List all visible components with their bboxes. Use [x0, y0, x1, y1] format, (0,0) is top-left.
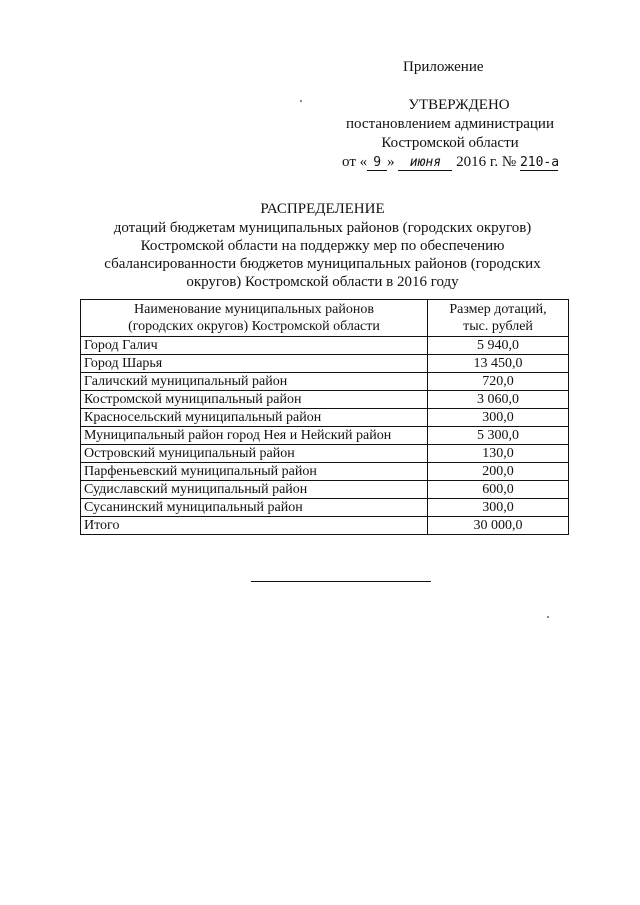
document-title: РАСПРЕДЕЛЕНИЕ: [260, 201, 385, 217]
row-value: 130,0: [428, 445, 569, 463]
row-name: Судиславский муниципальный район: [81, 481, 428, 499]
table-row: [81, 427, 569, 445]
row-value: 5 300,0: [428, 427, 569, 445]
order-year: 2016 г. №: [456, 154, 517, 170]
total-value: 30 000,0: [428, 517, 569, 535]
heading-line-3: сбалансированности бюджетов муниципальных районов (городских: [104, 256, 541, 272]
row-value: 600,0: [428, 481, 569, 499]
order-day: 9: [367, 156, 387, 171]
table-row: [81, 481, 569, 499]
table-row: [81, 499, 569, 517]
order-prefix: от «: [342, 154, 368, 170]
heading-line-1: дотаций бюджетам муниципальных районов (городских округов): [113, 220, 532, 236]
table-total-row: [81, 517, 569, 535]
approval-line-2: Костромской области: [381, 135, 519, 151]
heading-line-4: округов) Костромской области в 2016 году: [186, 274, 459, 290]
table-row: [81, 463, 569, 481]
total-label: Итого: [81, 517, 428, 535]
appendix-label: Приложение: [403, 59, 484, 75]
row-value: 200,0: [428, 463, 569, 481]
table-row: [81, 355, 569, 373]
order-number: 210-а: [519, 155, 560, 170]
row-name: Парфеньевский муниципальный район: [81, 463, 428, 481]
order-month: июня: [398, 156, 452, 171]
header-value-cell: [428, 300, 569, 337]
row-name: Костромской муниципальный район: [81, 391, 428, 409]
closing-rule: [251, 581, 431, 582]
approval-title: УТВЕРЖДЕНО: [408, 97, 510, 113]
heading-line-2: Костромской области на поддержку мер по обеспечению: [140, 238, 505, 254]
row-value: 720,0: [428, 373, 569, 391]
scan-speck: [300, 100, 302, 102]
header-name-cell: [81, 300, 428, 337]
row-value: 3 060,0: [428, 391, 569, 409]
distribution-table: [80, 299, 569, 535]
row-name: Галичский муниципальный район: [81, 373, 428, 391]
table-row: [81, 373, 569, 391]
row-value: 13 450,0: [428, 355, 569, 373]
row-name: Муниципальный район город Нея и Нейский район: [81, 427, 428, 445]
table-row: [81, 445, 569, 463]
scan-speck: [547, 616, 549, 618]
table-row: [81, 337, 569, 355]
row-value: 5 940,0: [428, 337, 569, 355]
header-name-line-1: Наименование муниципальных районов: [134, 302, 374, 317]
header-value-line-1: Размер дотаций,: [449, 302, 547, 317]
approval-stamp: [330, 96, 570, 172]
table-row: [81, 409, 569, 427]
row-value: 300,0: [428, 409, 569, 427]
row-value: 300,0: [428, 499, 569, 517]
row-name: Город Галич: [81, 337, 428, 355]
approval-line-1: постановлением администрации: [346, 116, 554, 132]
row-name: Красносельский муниципальный район: [81, 409, 428, 427]
document-heading: [100, 200, 545, 291]
row-name: Сусанинский муниципальный район: [81, 499, 428, 517]
order-mid: »: [387, 154, 395, 170]
order-line: [330, 153, 570, 172]
table-header-row: [81, 300, 569, 337]
row-name: Островский муниципальный район: [81, 445, 428, 463]
header-value-line-2: тыс. рублей: [463, 319, 533, 334]
table-row: [81, 391, 569, 409]
header-name-line-2: (городских округов) Костромской области: [128, 319, 380, 334]
row-name: Город Шарья: [81, 355, 428, 373]
